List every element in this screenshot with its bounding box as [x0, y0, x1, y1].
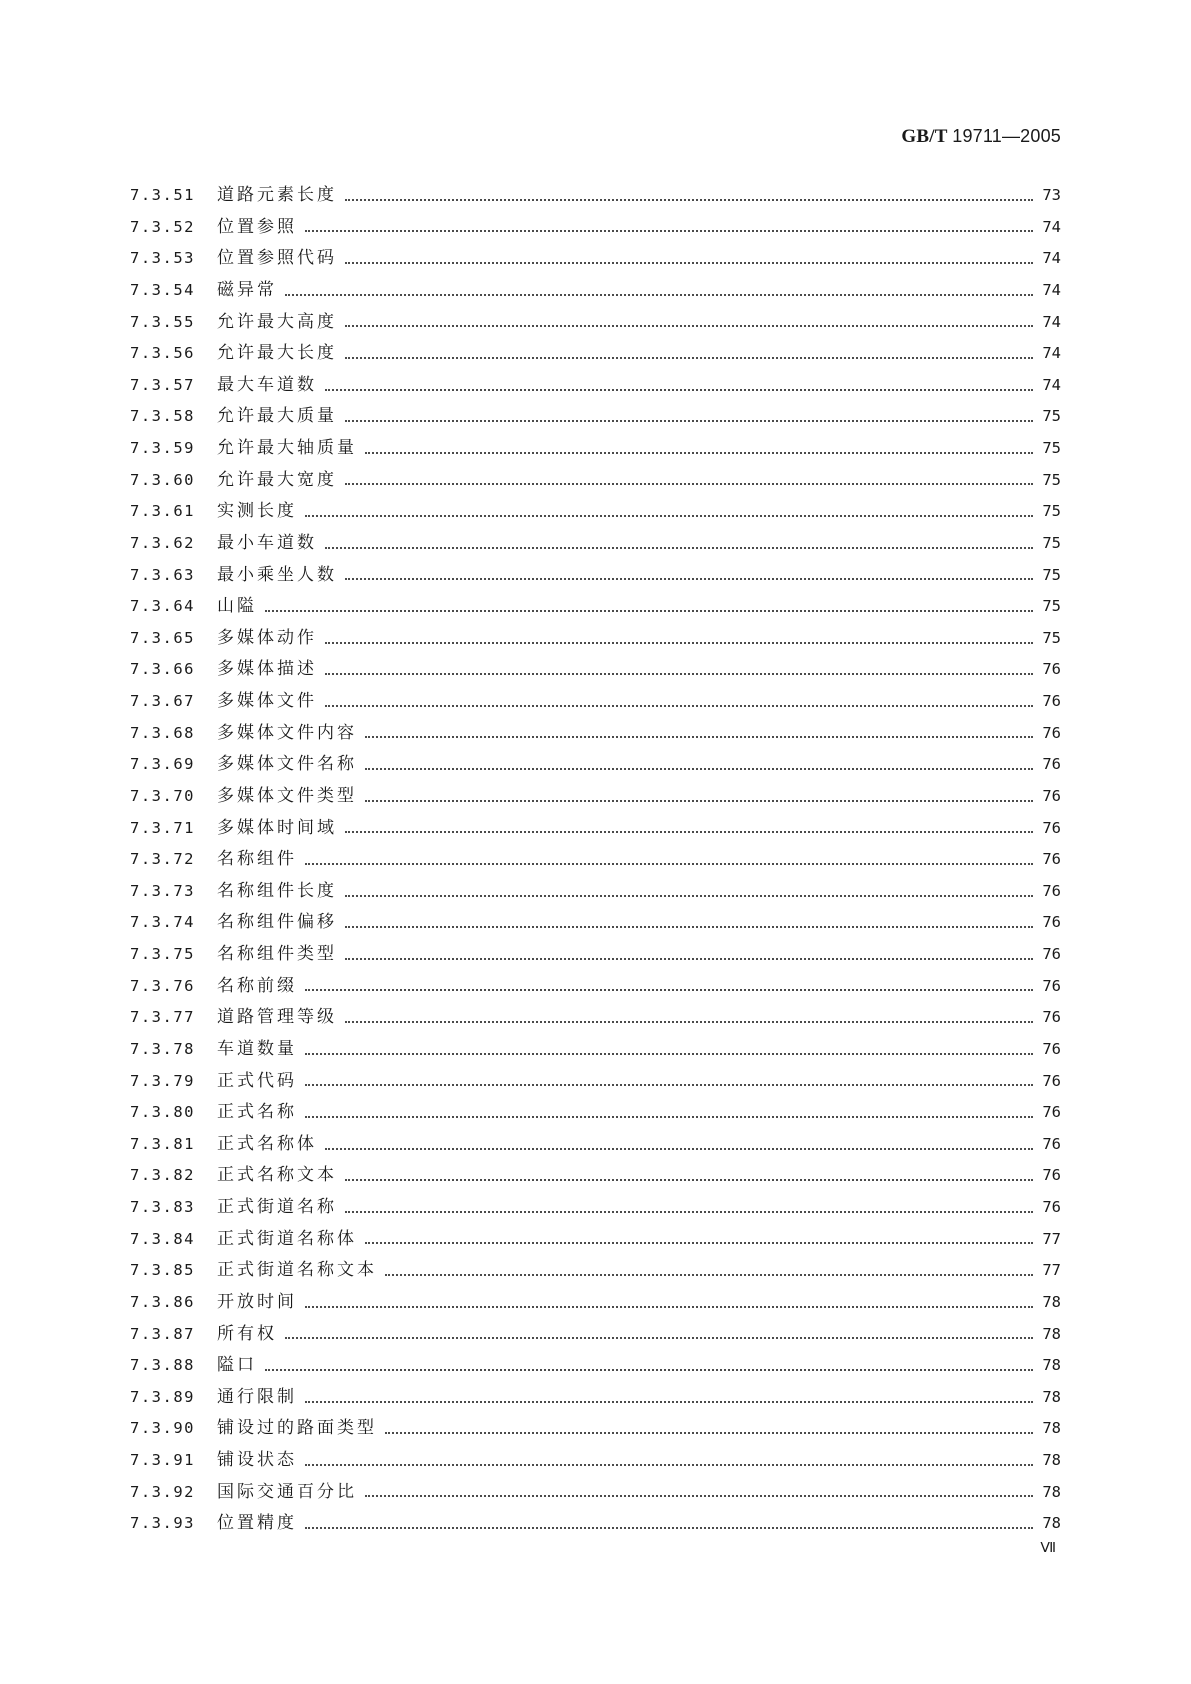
toc-entry-page: 75 [1042, 533, 1061, 552]
standard-prefix: GB/T [901, 126, 948, 147]
toc-entry[interactable] [130, 465, 1061, 497]
toc-entry[interactable] [130, 1097, 1061, 1129]
toc-entry-page: 76 [1042, 723, 1061, 742]
toc-entry[interactable] [130, 1445, 1061, 1477]
toc-entry-page: 74 [1042, 280, 1061, 299]
toc-entry[interactable] [130, 1034, 1061, 1066]
toc-dot-leader [345, 1179, 1033, 1181]
toc-entry[interactable] [130, 433, 1061, 465]
toc-entry-page: 78 [1042, 1482, 1061, 1501]
toc-dot-leader [265, 610, 1033, 612]
toc-entry-title: 实测长度 [217, 501, 297, 522]
toc-entry-title: 正式街道名称体 [217, 1228, 357, 1249]
toc-dot-leader [365, 800, 1033, 802]
toc-entry-number: 7.3.92 [130, 1482, 195, 1501]
toc-entry-title: 多媒体描述 [217, 659, 317, 680]
toc-entry[interactable] [130, 654, 1061, 686]
toc-entry-page: 78 [1042, 1356, 1061, 1375]
toc-entry-title: 多媒体文件内容 [217, 722, 357, 743]
toc-entry[interactable] [130, 781, 1061, 813]
toc-entry-title: 多媒体文件 [217, 691, 317, 711]
toc-entry-page: 74 [1042, 312, 1061, 331]
toc-entry[interactable] [130, 1002, 1061, 1034]
toc-entry-title: 道路管理等级 [217, 1007, 337, 1028]
toc-entry-number: 7.3.74 [130, 913, 195, 932]
toc-dot-leader [345, 199, 1033, 201]
toc-entry-number: 7.3.77 [130, 1008, 195, 1027]
toc-entry[interactable] [130, 180, 1061, 212]
toc-entry-title: 多媒体文件类型 [217, 785, 357, 806]
toc-entry[interactable] [130, 971, 1061, 1003]
toc-dot-leader [345, 357, 1033, 359]
toc-entry-number: 7.3.78 [130, 1039, 195, 1058]
toc-entry[interactable] [130, 1224, 1061, 1256]
toc-dot-leader [345, 420, 1033, 422]
toc-entry-title: 多媒体文件名称 [217, 754, 357, 775]
toc-entry-page: 76 [1042, 692, 1061, 710]
toc-entry-page: 78 [1042, 1292, 1061, 1311]
toc-entry-title: 山隘 [217, 596, 257, 617]
toc-entry[interactable] [130, 1413, 1061, 1445]
toc-entry-number: 7.3.81 [130, 1134, 195, 1153]
toc-entry-number: 7.3.57 [130, 375, 195, 394]
toc-entry-number: 7.3.91 [130, 1451, 195, 1469]
toc-entry[interactable] [130, 1255, 1061, 1287]
toc-dot-leader [285, 1337, 1033, 1339]
toc-dot-leader [305, 1401, 1033, 1403]
toc-entry-page: 76 [1042, 786, 1061, 805]
toc-entry-page: 76 [1042, 818, 1061, 837]
toc-entry-page: 76 [1042, 1071, 1061, 1090]
toc-entry-title: 允许最大轴质量 [217, 438, 357, 458]
toc-dot-leader [365, 1495, 1033, 1497]
toc-entry-number: 7.3.63 [130, 565, 195, 584]
toc-entry-title: 名称组件长度 [217, 880, 337, 901]
toc-entry[interactable] [130, 907, 1061, 939]
toc-dot-leader [365, 1242, 1033, 1244]
toc-entry-number: 7.3.55 [130, 312, 195, 331]
toc-dot-leader [325, 389, 1033, 391]
toc-entry-page: 76 [1042, 1166, 1061, 1185]
toc-entry-number: 7.3.90 [130, 1419, 195, 1438]
toc-entry[interactable] [130, 1066, 1061, 1098]
toc-entry-title: 最小车道数 [217, 532, 317, 553]
toc-dot-leader [305, 1306, 1033, 1308]
toc-dot-leader [305, 1053, 1033, 1055]
toc-entry[interactable] [130, 844, 1061, 876]
toc-entry-page: 76 [1042, 976, 1061, 995]
toc-entry-page: 74 [1042, 344, 1061, 363]
toc-entry-page: 75 [1042, 565, 1061, 584]
toc-entry[interactable] [130, 939, 1061, 971]
toc-entry-title: 车道数量 [217, 1038, 297, 1059]
toc-dot-leader [325, 547, 1033, 549]
toc-entry-number: 7.3.51 [130, 186, 195, 204]
toc-dot-leader [305, 230, 1033, 232]
toc-entry-page: 73 [1042, 186, 1061, 204]
toc-entry-page: 76 [1042, 1134, 1061, 1153]
toc-entry-number: 7.3.75 [130, 945, 195, 963]
toc-entry-page: 78 [1042, 1324, 1061, 1343]
toc-entry-page: 78 [1042, 1419, 1061, 1438]
toc-entry-title: 名称组件 [217, 849, 297, 870]
toc-entry-title: 开放时间 [217, 1291, 297, 1312]
toc-entry-number: 7.3.71 [130, 818, 195, 837]
toc-entry-title: 名称组件类型 [217, 944, 337, 964]
toc-entry-title: 通行限制 [217, 1386, 297, 1407]
toc-entry-title: 最小乘坐人数 [217, 564, 337, 585]
toc-entry-title: 多媒体动作 [217, 627, 317, 648]
toc-dot-leader [345, 262, 1033, 264]
toc-entry-page: 78 [1042, 1514, 1061, 1533]
standard-header [901, 126, 1061, 148]
toc-dot-leader [305, 1464, 1033, 1466]
toc-entry[interactable] [130, 370, 1061, 402]
toc-entry-title: 铺设过的路面类型 [217, 1418, 377, 1439]
toc-entry[interactable] [130, 243, 1061, 275]
toc-entry-number: 7.3.85 [130, 1261, 195, 1280]
toc-entry[interactable] [130, 1192, 1061, 1224]
toc-dot-leader [285, 294, 1033, 296]
toc-entry-page: 75 [1042, 502, 1061, 521]
toc-entry-number: 7.3.83 [130, 1198, 195, 1216]
toc-entry-page: 76 [1042, 755, 1061, 774]
toc-entry-title: 位置参照代码 [217, 248, 337, 269]
toc-entry-number: 7.3.53 [130, 249, 195, 268]
toc-entry-page: 76 [1042, 881, 1061, 900]
toc-entry-number: 7.3.72 [130, 850, 195, 869]
toc-entry-title: 允许最大宽度 [217, 469, 337, 490]
toc-dot-leader [305, 515, 1033, 517]
toc-entry-page: 78 [1042, 1387, 1061, 1406]
toc-dot-leader [305, 1527, 1033, 1529]
toc-entry-title: 所有权 [217, 1323, 277, 1344]
toc-entry-title: 位置精度 [217, 1513, 297, 1534]
toc-entry-page: 74 [1042, 249, 1061, 268]
toc-entry-number: 7.3.80 [130, 1103, 195, 1122]
toc-entry-number: 7.3.67 [130, 692, 195, 710]
toc-dot-leader [305, 1084, 1033, 1086]
toc-entry[interactable] [130, 591, 1061, 623]
toc-entry-page: 77 [1042, 1261, 1061, 1280]
toc-entry-page: 74 [1042, 375, 1061, 394]
toc-entry-page: 75 [1042, 597, 1061, 616]
toc-entry-number: 7.3.70 [130, 786, 195, 805]
toc-entry-number: 7.3.62 [130, 533, 195, 552]
toc-entry-number: 7.3.68 [130, 723, 195, 742]
toc-entry-title: 正式名称体 [217, 1133, 317, 1154]
toc-entry-number: 7.3.76 [130, 976, 195, 995]
toc-entry-number: 7.3.52 [130, 217, 195, 236]
toc-dot-leader [305, 989, 1033, 991]
toc-entry-number: 7.3.66 [130, 660, 195, 679]
toc-entry-title: 隘口 [217, 1355, 257, 1376]
toc-dot-leader [345, 578, 1033, 580]
toc-entry-title: 正式代码 [217, 1070, 297, 1091]
toc-entry-page: 78 [1042, 1451, 1061, 1469]
toc-entry[interactable] [130, 1160, 1061, 1192]
toc-entry-number: 7.3.61 [130, 502, 195, 521]
toc-entry-page: 75 [1042, 439, 1061, 457]
toc-entry-page: 76 [1042, 1008, 1061, 1027]
toc-dot-leader [305, 863, 1033, 865]
toc-entry-page: 76 [1042, 660, 1061, 679]
toc-entry[interactable] [130, 1319, 1061, 1351]
toc-entry-page: 76 [1042, 945, 1061, 963]
toc-dot-leader [305, 1116, 1033, 1118]
toc-entry[interactable] [130, 1508, 1061, 1540]
toc-entry[interactable] [130, 401, 1061, 433]
toc-entry-number: 7.3.59 [130, 439, 195, 457]
toc-entry[interactable] [130, 1382, 1061, 1414]
toc-entry-page: 76 [1042, 1198, 1061, 1216]
toc-dot-leader [345, 895, 1033, 897]
toc-entry-number: 7.3.58 [130, 407, 195, 426]
toc-dot-leader [325, 642, 1033, 644]
toc-entry-title: 位置参照 [217, 216, 297, 237]
toc-dot-leader [345, 831, 1033, 833]
toc-entry-page: 75 [1042, 470, 1061, 489]
toc-entry[interactable] [130, 876, 1061, 908]
toc-entry-title: 正式街道名称 [217, 1197, 337, 1217]
toc-dot-leader [385, 1274, 1033, 1276]
toc-entry-page: 74 [1042, 217, 1061, 236]
toc-entry-page: 76 [1042, 850, 1061, 869]
toc-dot-leader [345, 958, 1033, 960]
toc-entry-title: 名称前缀 [217, 975, 297, 996]
toc-entry[interactable] [130, 275, 1061, 307]
standard-number: 19711—2005 [952, 126, 1061, 146]
toc-entry[interactable] [130, 560, 1061, 592]
toc-entry-number: 7.3.65 [130, 628, 195, 647]
toc-dot-leader [345, 1021, 1033, 1023]
toc-dot-leader [265, 1369, 1033, 1371]
toc-entry-title: 正式名称 [217, 1102, 297, 1123]
toc-entry[interactable] [130, 813, 1061, 845]
toc-dot-leader [345, 325, 1033, 327]
toc-entry[interactable] [130, 623, 1061, 655]
toc-entry-title: 允许最大长度 [217, 343, 337, 364]
toc-entry[interactable] [130, 307, 1061, 339]
toc-entry-number: 7.3.73 [130, 881, 195, 900]
toc-entry-title: 道路元素长度 [217, 185, 337, 205]
toc-entry-number: 7.3.60 [130, 470, 195, 489]
toc-entry-title: 铺设状态 [217, 1450, 297, 1470]
toc-entry-number: 7.3.79 [130, 1071, 195, 1090]
toc-entry-page: 77 [1042, 1229, 1061, 1248]
toc-entry[interactable] [130, 718, 1061, 750]
toc-entry[interactable] [130, 496, 1061, 528]
toc-entry-number: 7.3.86 [130, 1292, 195, 1311]
toc-entry[interactable] [130, 212, 1061, 244]
toc-entry-title: 正式名称文本 [217, 1165, 337, 1186]
toc-entry-page: 76 [1042, 1039, 1061, 1058]
toc-entry-title: 名称组件偏移 [217, 912, 337, 933]
toc-dot-leader [365, 736, 1033, 738]
toc-entry-title: 正式街道名称文本 [217, 1260, 377, 1281]
toc-dot-leader [365, 768, 1033, 770]
toc-dot-leader [385, 1432, 1033, 1434]
toc-entry-page: 76 [1042, 913, 1061, 932]
toc-entry-number: 7.3.87 [130, 1324, 195, 1343]
toc-entry-page: 76 [1042, 1103, 1061, 1122]
toc-entry-number: 7.3.69 [130, 755, 195, 774]
toc-entry[interactable] [130, 1477, 1061, 1509]
toc-entry-page: 75 [1042, 407, 1061, 426]
toc-entry[interactable] [130, 686, 1061, 718]
toc-dot-leader [325, 673, 1033, 675]
toc-entry-number: 7.3.56 [130, 344, 195, 363]
toc-entry-title: 最大车道数 [217, 374, 317, 395]
toc-dot-leader [345, 483, 1033, 485]
toc-entry-number: 7.3.64 [130, 597, 195, 616]
toc-entry-title: 允许最大质量 [217, 406, 337, 427]
toc-dot-leader [365, 452, 1033, 454]
toc-entry-number: 7.3.84 [130, 1229, 195, 1248]
toc-entry[interactable] [130, 1350, 1061, 1382]
toc-entry[interactable] [130, 528, 1061, 560]
toc-dot-leader [345, 926, 1033, 928]
toc-entry-title: 允许最大高度 [217, 311, 337, 332]
toc-entry[interactable] [130, 749, 1061, 781]
toc-entry-title: 磁异常 [217, 279, 277, 300]
toc-entry[interactable] [130, 338, 1061, 370]
toc-entry[interactable] [130, 1129, 1061, 1161]
toc-entry-title: 多媒体时间域 [217, 817, 337, 838]
toc-entry[interactable] [130, 1287, 1061, 1319]
toc-dot-leader [325, 705, 1033, 707]
toc-entry-number: 7.3.82 [130, 1166, 195, 1185]
toc-dot-leader [345, 1211, 1033, 1213]
toc-dot-leader [325, 1148, 1033, 1150]
toc-entry-page: 75 [1042, 628, 1061, 647]
toc-entry-number: 7.3.54 [130, 280, 195, 299]
toc-entry-title: 国际交通百分比 [217, 1481, 357, 1502]
table-of-contents [130, 180, 1061, 1540]
toc-entry-number: 7.3.93 [130, 1514, 195, 1533]
page-number: Ⅶ [1040, 1541, 1056, 1556]
toc-entry-number: 7.3.89 [130, 1387, 195, 1406]
toc-entry-number: 7.3.88 [130, 1356, 195, 1375]
